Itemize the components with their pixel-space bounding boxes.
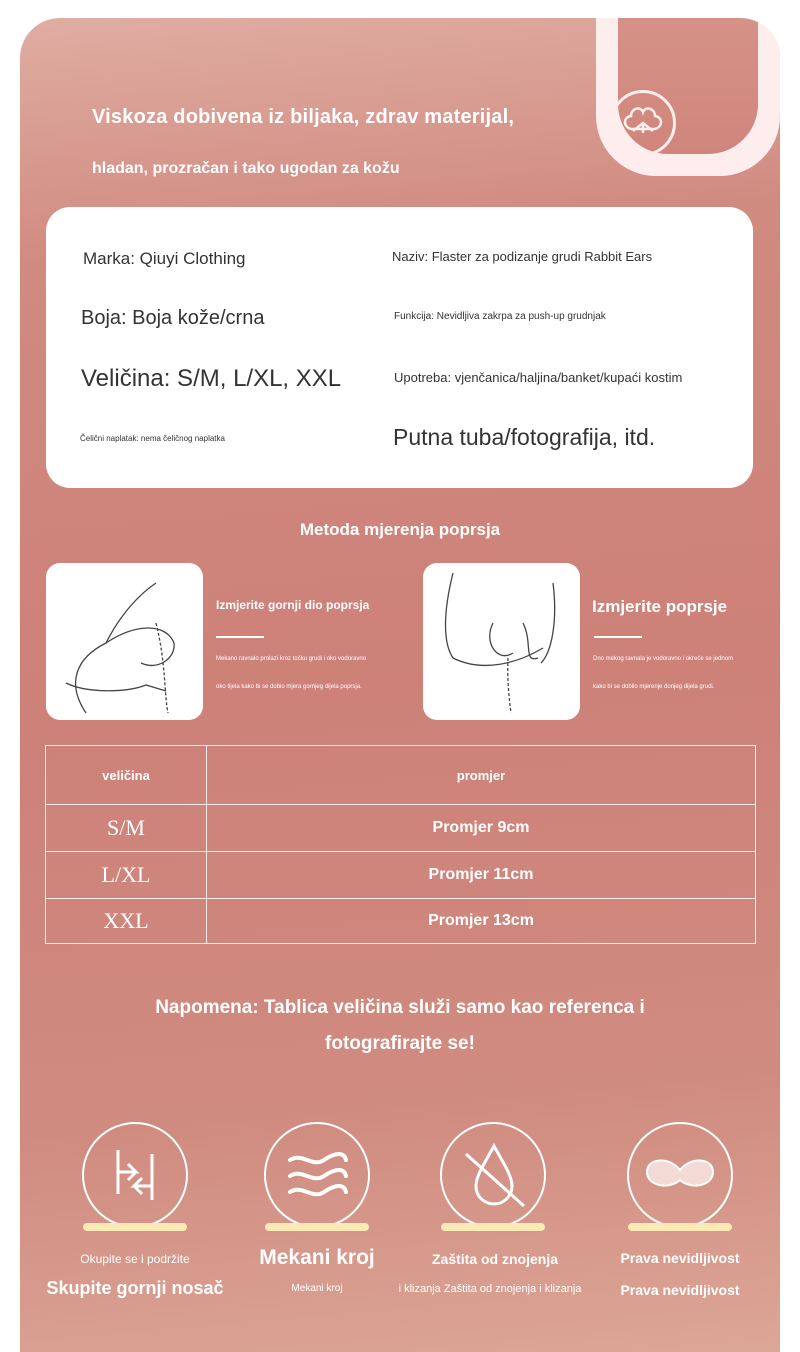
feature-1-title: Skupite gornji nosač [46,1278,224,1298]
feature-3-title: i klizanja Zaštita od znojenja i klizanja [398,1283,582,1295]
spec-function: Funkcija: Nevidljiva zakrpa za push-up grudnjak [394,311,606,322]
lift-arrows-icon [82,1122,188,1228]
table-header-row [46,746,756,805]
spec-color: Boja: Boja kože/crna [81,307,265,329]
feature-2-caption: Mekani kroj [291,1283,343,1294]
feature-underline [441,1223,545,1231]
feature-4-caption: Prava nevidljivost [620,1250,740,1266]
bra-patch-icon [627,1122,733,1228]
spec-card [46,207,753,488]
feature-2-title: Mekani kroj [259,1246,375,1269]
intro-line-1: Viskoza dobivena iz biljaka, zdrav materijal, [92,106,515,128]
bust-desc-2: kako bi se dobilo mjerenje donjeg dijela grudi. [593,684,715,690]
upper-bust-divider [216,636,264,638]
diameter-cell: Promjer 13cm [207,899,756,944]
spec-brand: Marka: Qiuyi Clothing [83,249,246,268]
bust-label: Izmjerite poprsje [592,597,728,616]
intro-line-2: hladan, prozračan i tako ugodan za kožu [92,160,400,177]
spec-wire: Čelični naplatak: nema čeličnog naplatka [80,434,225,443]
table-row [46,805,756,852]
size-note-line-2: fotografirajte se! [325,1033,475,1054]
feature-underline [628,1223,732,1231]
spec-size: Veličina: S/M, L/XL, XXL [81,365,342,392]
spec-name: Naziv: Flaster za podizanje grudi Rabbit Ears [392,249,653,264]
feature-1-caption: Okupite se i podržite [80,1252,190,1266]
upper-bust-desc-2: oko tijela kako bi se dobio mjera gornjeg dijela poprsja. [216,684,362,690]
bust-divider [594,636,642,638]
spec-usage: Upotreba: vjenčanica/haljina/banket/kupaći kostim [394,370,683,385]
bust-illustration [423,563,580,720]
bust-desc-1: Dno mekog ravnala je vodoravno i okreće se jednom [593,656,734,662]
waves-icon [264,1122,370,1228]
upper-bust-label: Izmjerite gornji dio poprsja [216,598,370,612]
feature-underline [83,1223,187,1231]
diameter-cell: Promjer 11cm [207,852,756,899]
size-note-line-1: Napomena: Tablica veličina služi samo kao referenca i [155,997,645,1018]
size-cell: S/M [46,805,207,852]
cotton-icon [610,90,676,156]
upper-bust-illustration [46,563,203,720]
feature-3-caption: Zaštita od znojenja [431,1251,558,1267]
feature-underline [265,1223,369,1231]
spec-usage-2: Putna tuba/fotografija, itd. [393,424,656,450]
table-row [46,899,756,944]
feature-4-title: Prava nevidljivost [620,1282,740,1298]
no-sweat-drop-icon [440,1122,546,1228]
upper-bust-desc-1: Mekano ravnalo prolazi kroz točku grudi i oko vodoravno [216,656,367,662]
size-table [45,745,756,944]
size-cell: XXL [46,899,207,944]
table-row [46,852,756,899]
size-cell: L/XL [46,852,207,899]
header-size: veličina [46,746,207,805]
diameter-cell: Promjer 9cm [207,805,756,852]
header-diameter: promjer [207,746,756,805]
measure-title: Metoda mjerenja poprsja [299,520,501,539]
